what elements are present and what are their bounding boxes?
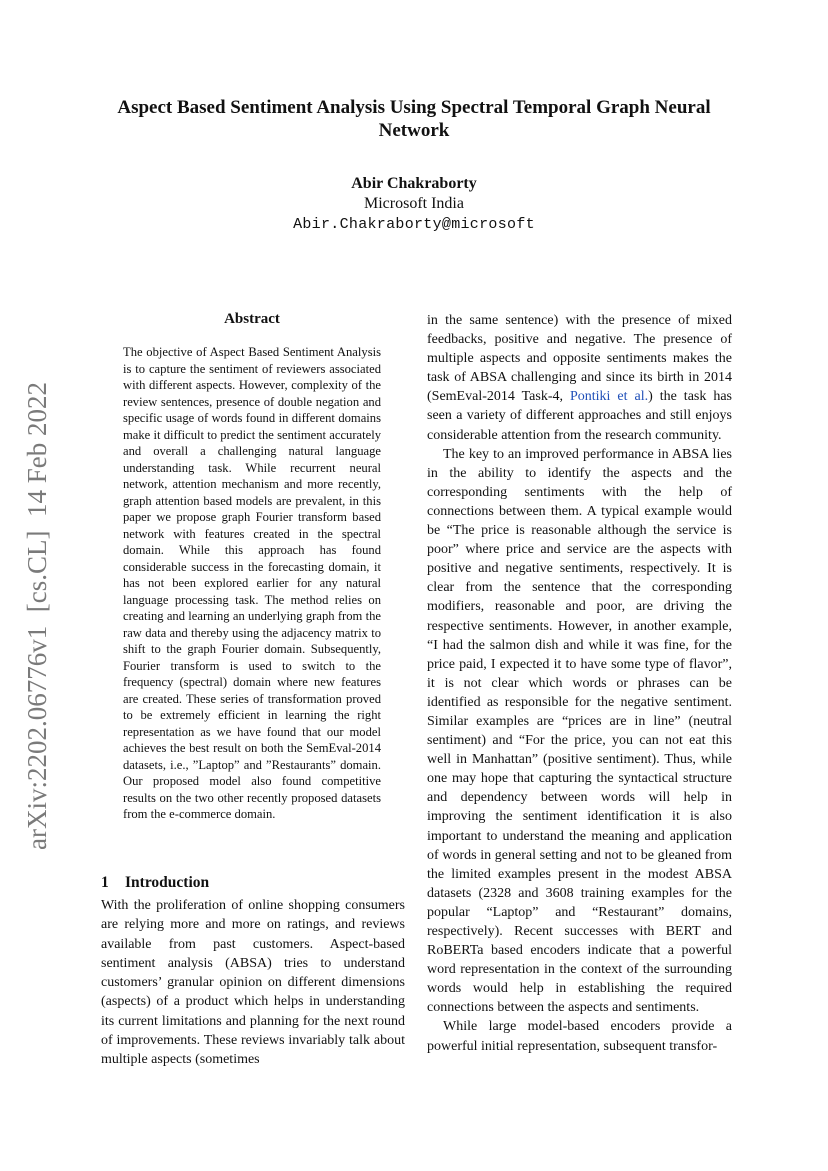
intro-paragraph-continued: [427, 311, 732, 445]
author-block: [214, 174, 614, 236]
abstract-text: The objective of Aspect Based Sentiment Analysis is to capture the sentiment of reviewers associated with different aspects. However, complexity of the review sentences, presence of double negation and specific usage of words found in different domains make it difficult to predict the sentiment accurately and overall a challenging natural language understanding task. While recurrent neural network, attention mechanism and more recently, graph attention based models are prevalent, in this paper we propose graph Fourier transform based network with features created in the spectral domain. While this approach has found considerable success in the forecasting domain, it has not been explored earlier for any natural language processing task. The method relies on creating and learning an underlying graph from the raw data and thereby using the adjacency matrix to shift to the graph Fourier domain. Subsequently, Fourier transform is used to switch to the frequency (spectral) domain where new features are created. These series of transformation proved to be extremely efficient in learning the right representation as we have found that our model achieves the best result on both the SemEval-2014 datasets, i.e., ”Laptop” and ”Restaurants” domain. Our proposed model also found competitive results on the two other recently proposed datasets from the e-commerce domain.: [123, 345, 381, 821]
author-affiliation: Microsoft India: [364, 195, 464, 212]
intro-paragraph-2: The key to an improved performance in ABSA lies in the ability to identify the aspects and the corresponding sentiments with the help of connections between them. A typical example would be “The price is reasonable although the service is poor” where price and service are the aspects with positive and negative sentiments, respectively. It is clear from the sentence that the corresponding modifiers, reasonable and poor, are driving the respective sentiments. However, in another example, “I had the salmon dish and while it was fine, for the price paid, I expected it to have some type of flavor”, it is not clear which words or phrases can be identified as responsible for the negative sentiment. Similar examples are “prices are in line” (neutral sentiment) and “For the price, you can not eat this well in Manhattan” (positive sentiment). Thus, while one may hope that capturing the syntactical structure and dependency between words will help in improving the sentiment identification it is also important to understand the meaning and application of words in general setting and not to be gleaned from the limited examples present in the modest ABSA datasets (2328 and 3608 training examples for the popular “Laptop” and “Restaurant” domains, respectively). Recent successes with BERT and RoBERTa based encoders indicate that a powerful word representation in the context of the surrounding words would help in establishing the required connections between the aspects and sentiments.: [427, 446, 732, 1016]
citation-link[interactable]: Pontiki et al.: [569, 389, 649, 405]
author-email: Abir.Chakraborty@microsoft: [293, 216, 535, 233]
paragraph-text: ) the task has seen a variety of different approaches and still enjoys considerable attention from the research community.: [427, 389, 732, 443]
intro-paragraph-1: With the proliferation of online shopping consumers are relying more and more on ratings, and reviews available from past customers. Aspect-based sentiment analysis (ABSA) tries to understand customers’ granular opinion on different dimensions (aspects) of a product which helps in understanding its current limitations and planning for the next round of improvements. These reviews invariably talk about multiple aspects (sometimes: [101, 898, 405, 1068]
author-name: Abir Chakraborty: [351, 175, 477, 192]
section-number: 1: [101, 874, 109, 891]
intro-paragraph-3: While large model-based encoders provide a powerful initial representation, subsequent transfor-: [427, 1019, 732, 1054]
abstract-heading: Abstract: [224, 311, 280, 327]
right-column: [427, 311, 732, 1056]
paragraph-text: in the same sentence) with the presence of mixed feedbacks, positive and negative. The presence of multiple aspects and opposite sentiments makes the task of ABSA challenging and since its birth in 2014 (SemEval-2014 Task-4,: [427, 313, 732, 405]
section-heading-introduction: [101, 874, 209, 892]
arxiv-identifier-stamp: arXiv:2202.06776v1 [cs.CL] 14 Feb 2022: [22, 382, 52, 850]
paper-title: Aspect Based Sentiment Analysis Using Spectral Temporal Graph Neural Network: [117, 97, 711, 141]
section-title: Introduction: [125, 874, 210, 891]
